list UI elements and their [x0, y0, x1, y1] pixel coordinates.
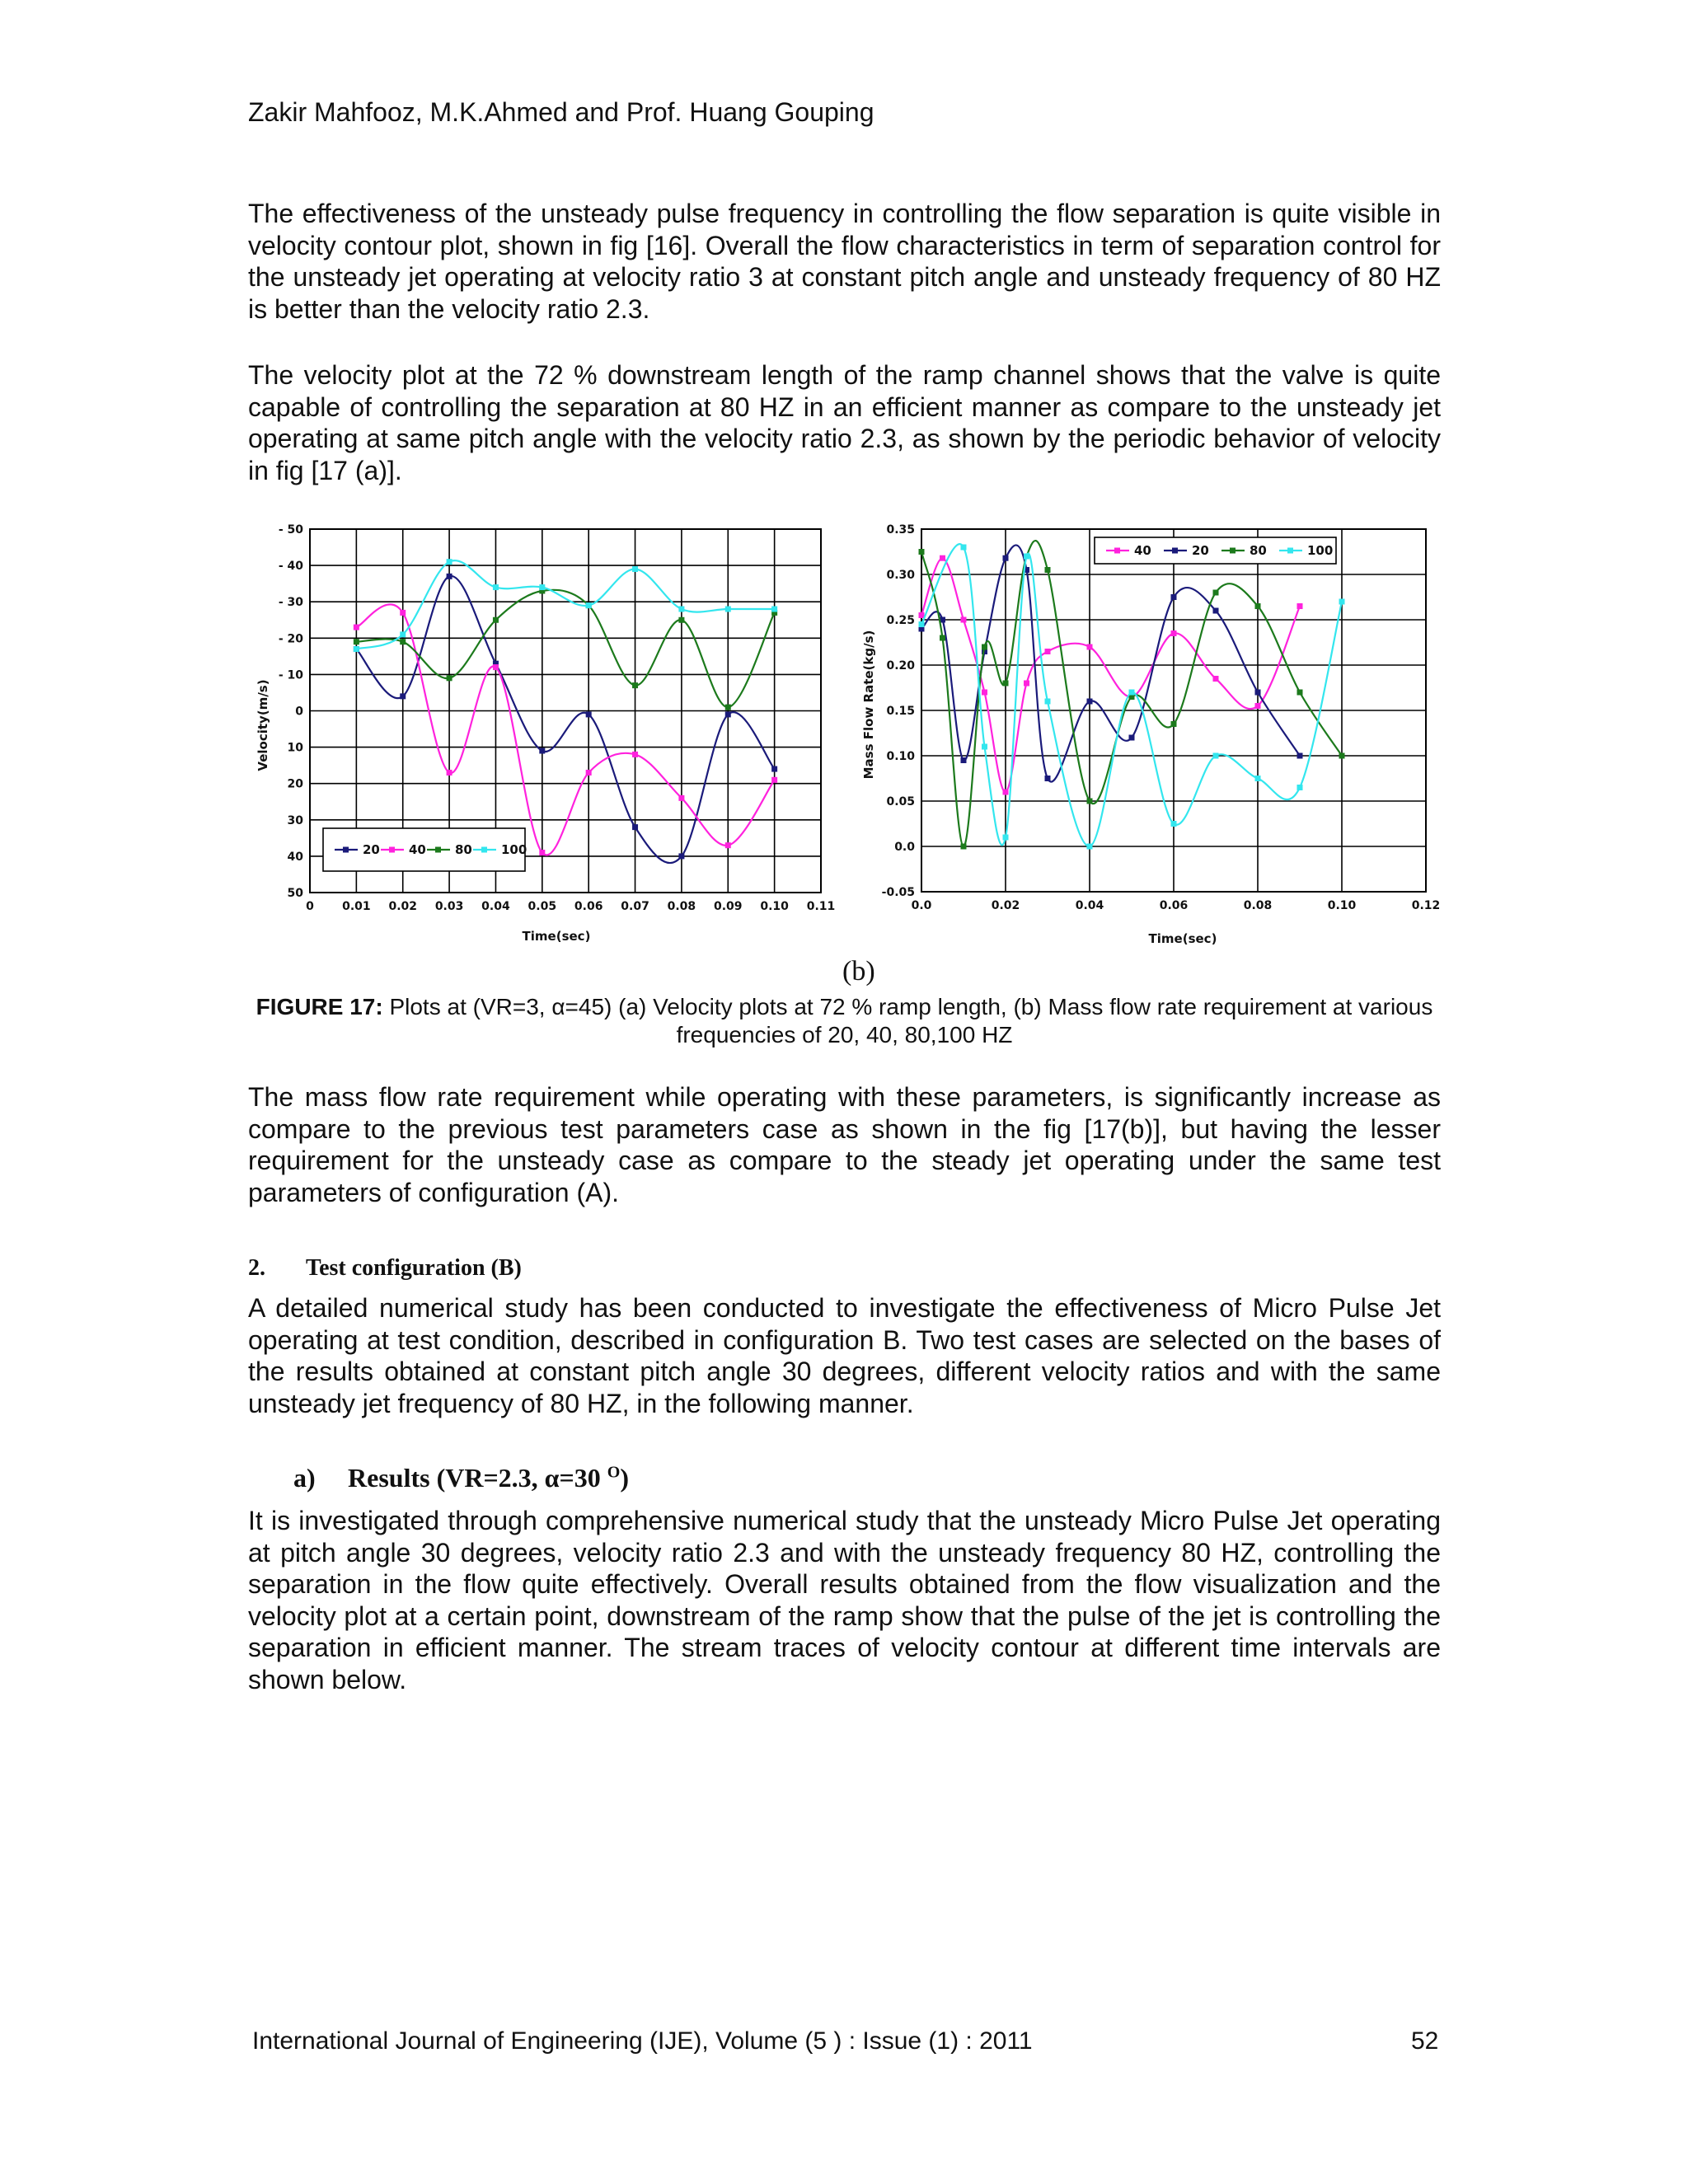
chartB-point-40 [919, 612, 925, 618]
chartB-point-20 [1003, 555, 1009, 561]
chartA-point-20 [447, 574, 452, 579]
chartB-point-100 [1129, 690, 1135, 696]
chartA-point-20 [539, 748, 545, 754]
chartA-point-80 [447, 675, 452, 681]
chartA-xtick: 0.11 [806, 900, 836, 913]
chartB-legend-marker-80 [1230, 548, 1236, 554]
chartB-point-40 [1045, 649, 1051, 654]
mass-flow-chart-ylabel: Mass Flow Rate(kg/s) [861, 630, 876, 780]
chartB-point-80 [1297, 690, 1303, 696]
chartB-point-40 [1213, 676, 1219, 682]
paragraph-4: A detailed numerical study has been conducted to investigate the effectiveness of Micro Pulse Jet operating at test condition, described in configuration B. Two test cases are selected on the bases of the results obtained at constant pitch angle 30 degrees, different velocity ratios and with the same unsteady jet frequency of 80 HZ, in the following manner. [248, 1293, 1441, 1418]
chartA-xtick: 0.03 [434, 900, 464, 913]
chartA-point-40 [632, 752, 638, 757]
chartB-xtick: 0.0 [911, 899, 932, 912]
chartB-point-40 [1297, 603, 1303, 609]
chartA-legend-marker-20 [343, 847, 349, 853]
chartB-xtick: 0.06 [1159, 899, 1189, 912]
chartA-xtick: 0.05 [528, 900, 557, 913]
chartB-point-80 [1171, 721, 1177, 727]
chartB-point-80 [982, 644, 987, 650]
chartB-point-100 [1339, 599, 1345, 605]
chartB-ytick: 0.15 [886, 705, 915, 718]
chartB-point-40 [1024, 681, 1029, 687]
chartB-point-20 [1129, 735, 1135, 741]
chartA-point-40 [447, 770, 452, 776]
chartA-point-100 [539, 584, 545, 590]
chartB-point-100 [919, 621, 925, 627]
chartA-xtick: 0.01 [342, 900, 371, 913]
velocity-chart-xlabel: Time(sec) [522, 929, 591, 944]
section-heading [248, 1255, 522, 1282]
paragraph-2: The velocity plot at the 72 % downstream length of the ramp channel shows that the valve is quite capable of controlling the separation at 80 HZ in an efficient manner as compare to the unsteady jet operating at same pitch angle with the velocity ratio 2.3, as shown by the periodic behavior of velocity in fig [17 (a)]. [248, 360, 1441, 485]
chartA-point-100 [771, 607, 777, 612]
chartB-point-80 [919, 549, 925, 555]
chartB-ytick: 0.25 [886, 614, 915, 627]
chartA-ytick: - 40 [278, 560, 303, 574]
chartA-legend-marker-40 [389, 847, 395, 853]
chartA-legend-label-40: 40 [409, 842, 426, 857]
chartA-point-100 [632, 566, 638, 572]
chartB-point-20 [1087, 699, 1093, 705]
chartA-point-100 [493, 584, 499, 590]
chartA-point-100 [725, 607, 731, 612]
chartA-point-100 [400, 631, 406, 637]
chartA-legend-label-80: 80 [455, 842, 472, 857]
chartB-point-40 [982, 690, 987, 696]
chartA-point-20 [725, 711, 731, 717]
chartB-point-20 [1045, 776, 1051, 781]
chartA-point-100 [354, 646, 359, 652]
chartA-point-20 [400, 693, 406, 699]
chartB-point-100 [982, 744, 987, 750]
chartB-point-100 [1171, 821, 1177, 827]
chartA-point-100 [447, 559, 452, 565]
chartB-legend-marker-20 [1172, 548, 1178, 554]
subsection-title: Results (VR=2.3, α=30 [348, 1463, 607, 1493]
velocity-chart-ylabel: Velocity(m/s) [256, 679, 270, 771]
chartA-ytick: 0 [295, 705, 303, 719]
chartB-point-80 [1339, 753, 1345, 759]
subsection-heading [293, 1463, 629, 1493]
chartB-ytick: 0.10 [886, 750, 915, 763]
chartB-legend-label-80: 80 [1250, 543, 1267, 558]
chartB-point-80 [1255, 603, 1261, 609]
chartA-legend-marker-100 [481, 847, 487, 853]
chartB-point-40 [1087, 644, 1093, 650]
chartA-point-80 [632, 682, 638, 688]
figure-caption-label: FIGURE 17: [256, 994, 383, 1019]
paragraph-3: The mass flow rate requirement while operating with these parameters, is significantly increase as compare to the previous test parameters case as shown in the fig [17(b)], but having the lesser requirement for the unsteady case as compare to the steady jet operating under the same test parameters of configuration (A). [248, 1082, 1441, 1207]
figure-caption-text: Plots at (VR=3, α=45) (a) Velocity plots at 72 % ramp length, (b) Mass flow rate requirement at various frequencies of 20, 40, 80,100 HZ [382, 994, 1433, 1047]
chartA-point-20 [632, 824, 638, 830]
running-header: Zakir Mahfooz, M.K.Ahmed and Prof. Huang Gouping [248, 97, 874, 127]
chartA-ytick: 20 [287, 777, 303, 791]
chartA-ytick: - 50 [278, 523, 303, 537]
chartB-legend-label-40: 40 [1134, 543, 1151, 558]
chartB-ytick: 0.05 [886, 795, 915, 808]
footer-journal: International Journal of Engineering (IJE), Volume (5 ) : Issue (1) : 2011 [252, 2027, 1033, 2055]
chartA-point-20 [678, 853, 684, 859]
chartB-point-20 [1255, 690, 1261, 696]
chartB-point-40 [961, 617, 967, 623]
chartA-ytick: - 30 [278, 596, 303, 610]
chartB-ytick: 0.30 [886, 569, 915, 582]
chartA-point-40 [586, 770, 592, 776]
chartB-legend-marker-100 [1287, 548, 1293, 554]
chartB-point-100 [1213, 753, 1219, 759]
chartA-point-80 [678, 617, 684, 623]
paragraph-1: The effectiveness of the unsteady pulse frequency in controlling the flow separation is quite visible in velocity contour plot, shown in fig [16]. Overall the flow characteristics in term of separation control for the unsteady jet operating at velocity ratio 3 at constant pitch angle and unsteady frequency of 80 HZ is better than the velocity ratio 2.3. [248, 199, 1441, 324]
chartB-legend-label-20: 20 [1192, 543, 1209, 558]
chartA-xtick: 0.07 [621, 900, 649, 913]
page-number: 52 [1411, 2027, 1439, 2055]
chartB-point-20 [1297, 753, 1303, 759]
chartA-xtick: 0.06 [574, 900, 603, 913]
chartB-point-20 [1171, 594, 1177, 600]
chartB-point-100 [961, 545, 967, 551]
chartA-point-80 [725, 705, 731, 710]
chartA-ytick: 10 [287, 741, 303, 755]
chartB-xtick: 0.10 [1327, 899, 1357, 912]
chartB-point-100 [1297, 785, 1303, 790]
chartB-point-80 [1003, 681, 1009, 687]
chartB-point-20 [961, 757, 967, 763]
chartB-ytick: 0.20 [886, 659, 915, 673]
section-title: Test configuration (B) [306, 1255, 522, 1281]
chartB-legend-marker-40 [1114, 548, 1120, 554]
chartA-point-20 [586, 711, 592, 717]
chartB-point-80 [1045, 567, 1051, 573]
chartA-xtick: 0.04 [481, 900, 510, 913]
paragraph-5: It is investigated through comprehensive numerical study that the unsteady Micro Pulse Jet operating at pitch angle 30 degrees, velocity ratio 2.3 and with the unsteady frequency 80 HZ, controlling the separation in the flow quite effectively. Overall results obtained from the flow visualization and the velocity plot at a certain point, downstream of the ramp show that the pulse of the jet is controlling the separation in efficient manner. The stream traces of velocity contour at different time intervals are shown below. [248, 1506, 1441, 1694]
chartA-ytick: - 20 [278, 632, 303, 646]
chartA-ytick: 40 [287, 850, 303, 864]
chartA-point-80 [400, 639, 406, 644]
chartA-point-40 [539, 850, 545, 855]
figure-sublabel-b: (b) [842, 956, 875, 987]
chartB-point-40 [1003, 790, 1009, 795]
chartA-point-100 [678, 607, 684, 612]
chartB-legend-label-100: 100 [1307, 543, 1334, 558]
chartB-point-40 [1171, 630, 1177, 636]
chartB-point-80 [1087, 799, 1093, 804]
chartA-xtick: 0.09 [713, 900, 743, 913]
chartA-ytick: 30 [287, 813, 303, 827]
chartA-point-20 [771, 766, 777, 772]
chartA-ytick: - 10 [278, 668, 303, 682]
chartA-point-40 [725, 842, 731, 848]
chartB-point-80 [1213, 590, 1219, 596]
chartB-point-100 [1087, 844, 1093, 850]
chartA-legend-label-100: 100 [501, 842, 528, 857]
chartB-point-100 [1003, 835, 1009, 841]
chartA-xtick: 0.08 [667, 900, 696, 913]
chartB-point-40 [1255, 703, 1261, 709]
mass-flow-chart [853, 519, 1442, 948]
chartB-point-100 [1255, 776, 1261, 781]
chartA-legend-label-20: 20 [363, 842, 380, 857]
chartA-ytick: 50 [287, 887, 303, 900]
chartA-point-80 [493, 617, 499, 623]
chartB-point-80 [961, 844, 967, 850]
chartB-xtick: 0.04 [1075, 899, 1104, 912]
chartB-point-20 [1213, 608, 1219, 614]
chartA-point-40 [354, 625, 359, 630]
figure-caption [248, 993, 1441, 1049]
subsection-letter: a) [293, 1463, 316, 1493]
chartB-xtick: 0.12 [1411, 899, 1441, 912]
chartB-point-40 [940, 555, 945, 561]
chartB-point-100 [1024, 554, 1029, 560]
chartA-point-100 [586, 602, 592, 608]
chartA-xtick: 0.02 [388, 900, 418, 913]
chartA-point-40 [678, 795, 684, 801]
chartB-point-80 [940, 635, 945, 641]
mass-flow-chart-xlabel: Time(sec) [1148, 931, 1217, 946]
chartB-ytick: 0.35 [886, 523, 915, 537]
subsection-degree: O [607, 1463, 621, 1482]
chartA-point-40 [400, 610, 406, 616]
chartA-point-40 [771, 777, 777, 783]
section-number: 2. [248, 1255, 265, 1281]
chartA-legend-marker-80 [435, 847, 441, 853]
subsection-close: ) [620, 1463, 629, 1493]
chartB-point-100 [1045, 699, 1051, 705]
chartA-xtick: 0 [306, 900, 314, 913]
chartA-xtick: 0.10 [760, 900, 789, 913]
chartB-xtick: 0.08 [1243, 899, 1273, 912]
velocity-chart [247, 519, 841, 948]
chartA-point-40 [493, 664, 499, 670]
chartB-ytick: 0.0 [894, 841, 915, 854]
chartB-xtick: 0.02 [991, 899, 1020, 912]
chartA-point-80 [354, 639, 359, 644]
chartB-ytick: -0.05 [881, 886, 915, 899]
